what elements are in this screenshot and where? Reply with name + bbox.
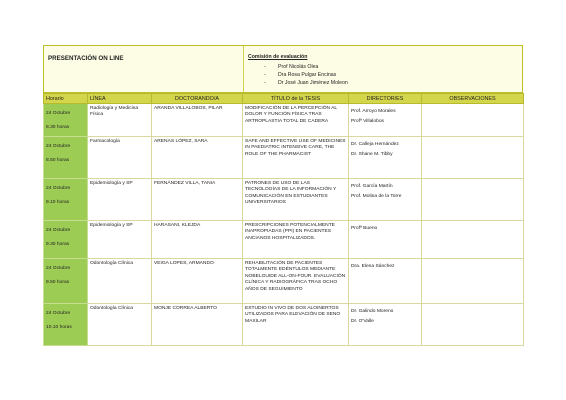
table-row — [44, 179, 524, 221]
schedule-table — [43, 93, 524, 346]
doctorando-cell: FERNÁNDEZ VILLA, TANIA — [152, 179, 243, 221]
director-name: Prof. Molina de la Torre — [351, 194, 402, 200]
date-text: 24 Octubre — [46, 266, 71, 271]
horario-cell — [44, 221, 88, 259]
director-name: Dr. Calleja Hernández — [351, 142, 399, 147]
presentation-title: PRESENTACIÓN ON LINE — [48, 55, 124, 62]
linea-cell: Epidemiología y SP — [88, 179, 152, 221]
doctorando-cell: HARASANI, KLEJDA — [152, 221, 243, 259]
time-text: 9.50 horas — [46, 280, 70, 286]
column-header-titulo: TÍTULO de la TESIS — [243, 94, 349, 104]
directores-cell — [349, 179, 422, 221]
committee-block — [243, 46, 522, 92]
committee-list — [248, 63, 518, 87]
director-name: Dr. O'Valle — [351, 319, 374, 325]
doctorando-cell: VEIGA LOPES, ARMANDO — [152, 259, 243, 304]
date-text: 24 Octubre — [46, 228, 71, 233]
table-row — [44, 304, 524, 346]
director-name: Dr. Galindo Moreno — [351, 309, 394, 314]
column-header-doctorando: DOCTORANDO/A — [152, 94, 243, 104]
linea-cell: Farmacología — [88, 137, 152, 179]
director-name: Profª Bueno — [351, 226, 378, 231]
committee-member: - Dr José Juan Jiménez Moleon — [278, 79, 518, 87]
linea-cell: Epidemiología y SP — [88, 221, 152, 259]
table-row — [44, 137, 524, 179]
director-name: Prof. García Martín — [351, 184, 393, 189]
linea-cell: Radiología y Medicina Física — [88, 104, 152, 137]
time-text: 9.30 horas — [46, 242, 70, 248]
table-row — [44, 221, 524, 259]
committee-member: - Dra Rosa Pulgar Encinas — [278, 71, 518, 79]
doctorando-cell: ARENAS LÓPEZ, SARA — [152, 137, 243, 179]
director-name: Prof. Arroyo Morales — [351, 109, 396, 114]
titulo-cell: SAFE AND EFFECTIVE USE OF MEDICINES IN PAEDIATRIC INTENSIVE CARE, THE ROLE OF THE PHARMACIST — [243, 137, 349, 179]
titulo-cell: MODIFICACIÓN DE LA PERCEPCIÓN AL DOLOR Y FUNCIÓN FÍSICA TRAS ARTROPLASTIA TOTAL DE CADERA — [243, 104, 349, 137]
column-header-directores: DIRECTOR/ES — [349, 94, 422, 104]
observaciones-cell — [422, 104, 524, 137]
time-text: 10.10 horas — [46, 325, 72, 331]
schedule-sheet — [43, 45, 523, 346]
horario-cell — [44, 137, 88, 179]
horario-cell — [44, 259, 88, 304]
directores-cell — [349, 304, 422, 346]
horario-cell — [44, 179, 88, 221]
directores-cell — [349, 104, 422, 137]
time-text: 9.10 horas — [46, 200, 70, 206]
table-header-row — [44, 94, 524, 104]
titulo-cell: REHABILITACIÓN DE PACIENTES TOTALMENTE EDÉNTULOS MEDIANTE NOBELGUIDE ALL-ON-FOUR. EVALUACIÓN CLÍNICA Y RADIOGRÁFICA TRAS OCHO AÑOS DE SEGUIMIENTO — [243, 259, 349, 304]
header-box — [43, 45, 523, 93]
doctorando-cell: MONJE CORREA ALBERTO — [152, 304, 243, 346]
director-name: Profª Villalobos — [351, 119, 384, 125]
observaciones-cell — [422, 179, 524, 221]
titulo-cell: PATRONES DE USO DE LAS TECNOLOGÍAS DE LA INFORMACIÓN Y COMUNICACIÓN EN ESTUDIANTES UNIVERSITARIOS — [243, 179, 349, 221]
table-row — [44, 104, 524, 137]
date-text: 24 Octubre — [46, 186, 71, 191]
titulo-cell: ESTUDIO IN VIVO DE DOS ALOINERTOS UTILIZADOS PARA ELEVACIÓN DE SENO MAXILAR — [243, 304, 349, 346]
committee-title: Comisión de evaluación — [248, 54, 308, 60]
committee-member: - Prof Nicolás Olea — [278, 63, 518, 71]
date-text: 24 Octubre — [46, 144, 71, 149]
observaciones-cell — [422, 304, 524, 346]
date-text: 24 Octubre — [46, 311, 71, 316]
horario-cell — [44, 104, 88, 137]
observaciones-cell — [422, 221, 524, 259]
linea-cell: Odontología Clínica — [88, 304, 152, 346]
titulo-cell: PRESCRIPCIONES POTENCIALMENTE INAPROPIADAS (PPI) EN PACIENTES ANCIANOS HOSPITALIZADOS. — [243, 221, 349, 259]
time-text: 8.30 horas — [46, 125, 70, 131]
observaciones-cell — [422, 259, 524, 304]
column-header-linea: LÍNEA — [88, 94, 152, 104]
column-header-horario: Horario — [44, 94, 88, 104]
date-text: 24 Octubre — [46, 111, 71, 116]
time-text: 8.50 horas — [46, 158, 70, 164]
directores-cell — [349, 259, 422, 304]
directores-cell — [349, 221, 422, 259]
doctorando-cell: ARANDA VILLALOBOS, PILAR — [152, 104, 243, 137]
director-name: Dra. Elena Sánchez — [351, 264, 395, 269]
table-row — [44, 259, 524, 304]
column-header-observaciones: OBSERVACIONES — [422, 94, 524, 104]
linea-cell: Odontología Clínica — [88, 259, 152, 304]
director-name: Dr. Shane M. Tibby — [351, 152, 393, 158]
directores-cell — [349, 137, 422, 179]
observaciones-cell — [422, 137, 524, 179]
horario-cell — [44, 304, 88, 346]
